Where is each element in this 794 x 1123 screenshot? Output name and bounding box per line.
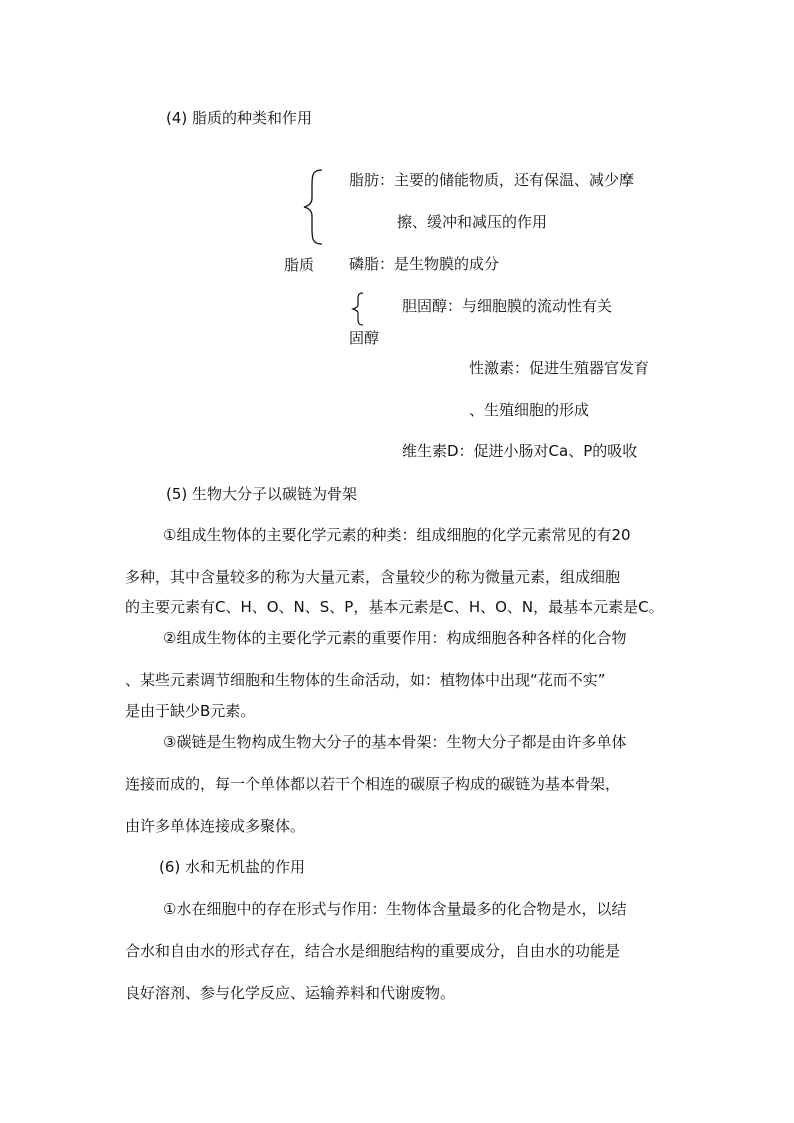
sec5-p1-line-1: ①组成生物体的主要化学元素的种类：组成细胞的化学元素常见的有20: [163, 526, 631, 544]
sterol-label: 固醇: [349, 329, 380, 347]
section-5-heading: (5) 生物大分子以碳链为骨架: [166, 485, 358, 503]
sec5-p3-line-1: ③碳链是生物构成生物大分子的基本骨架：生物大分子都是由许多单体: [163, 733, 627, 751]
sec6-p1-line-1: ①水在细胞中的存在形式与作用：生物体含量最多的化合物是水，以结: [163, 900, 627, 918]
sterol-brace: [350, 292, 366, 326]
lipid-label: 脂质: [284, 256, 315, 274]
sec5-p2-line-3: 是由于缺少B元素。: [125, 702, 256, 720]
sec6-p1-line-2: 合水和自由水的形式存在，结合水是细胞结构的重要成分，自由水的功能是: [125, 942, 621, 960]
sec5-p1-line-2: 多种，其中含量较多的称为大量元素，含量较少的称为微量元素，组成细胞: [125, 568, 621, 586]
sec5-p2-line-1: ②组成生物体的主要化学元素的重要作用：构成细胞各种各样的化合物: [163, 629, 627, 647]
sex-hormone-line-2: 、生殖细胞的形成: [469, 401, 590, 419]
phospholipid-line: 磷脂：是生物膜的成分: [349, 255, 500, 273]
sec5-p1-line-3: 的主要元素有C、H、O、N、S、P，基本元素是C、H、O、N，最基本元素是C。: [125, 598, 664, 616]
cholesterol-line: 胆固醇：与细胞膜的流动性有关: [402, 297, 613, 315]
sec5-p3-line-3: 由许多单体连接成多聚体。: [125, 817, 306, 835]
section-6-heading: (6) 水和无机盐的作用: [159, 858, 306, 876]
fat-line-2: 擦、缓冲和减压的作用: [397, 213, 548, 231]
lipid-brace: [302, 168, 326, 246]
sec5-p3-line-2: 连接而成的，每一个单体都以若干个相连的碳原子构成的碳链为基本骨架，: [125, 775, 621, 793]
sec6-p1-line-3: 良好溶剂、参与化学反应、运输养料和代谢废物。: [125, 984, 456, 1002]
fat-line-1: 脂肪：主要的储能物质，还有保温、减少摩: [349, 171, 635, 189]
vitamin-d-line: 维生素D：促进小肠对Ca、P的吸收: [402, 442, 638, 460]
section-4-heading: (4) 脂质的种类和作用: [166, 109, 313, 127]
sec5-p2-line-2: 、某些元素调节细胞和生物体的生命活动，如：植物体中出现“花而不实”: [125, 671, 606, 689]
sex-hormone-line-1: 性激素：促进生殖器官发育: [469, 359, 650, 377]
